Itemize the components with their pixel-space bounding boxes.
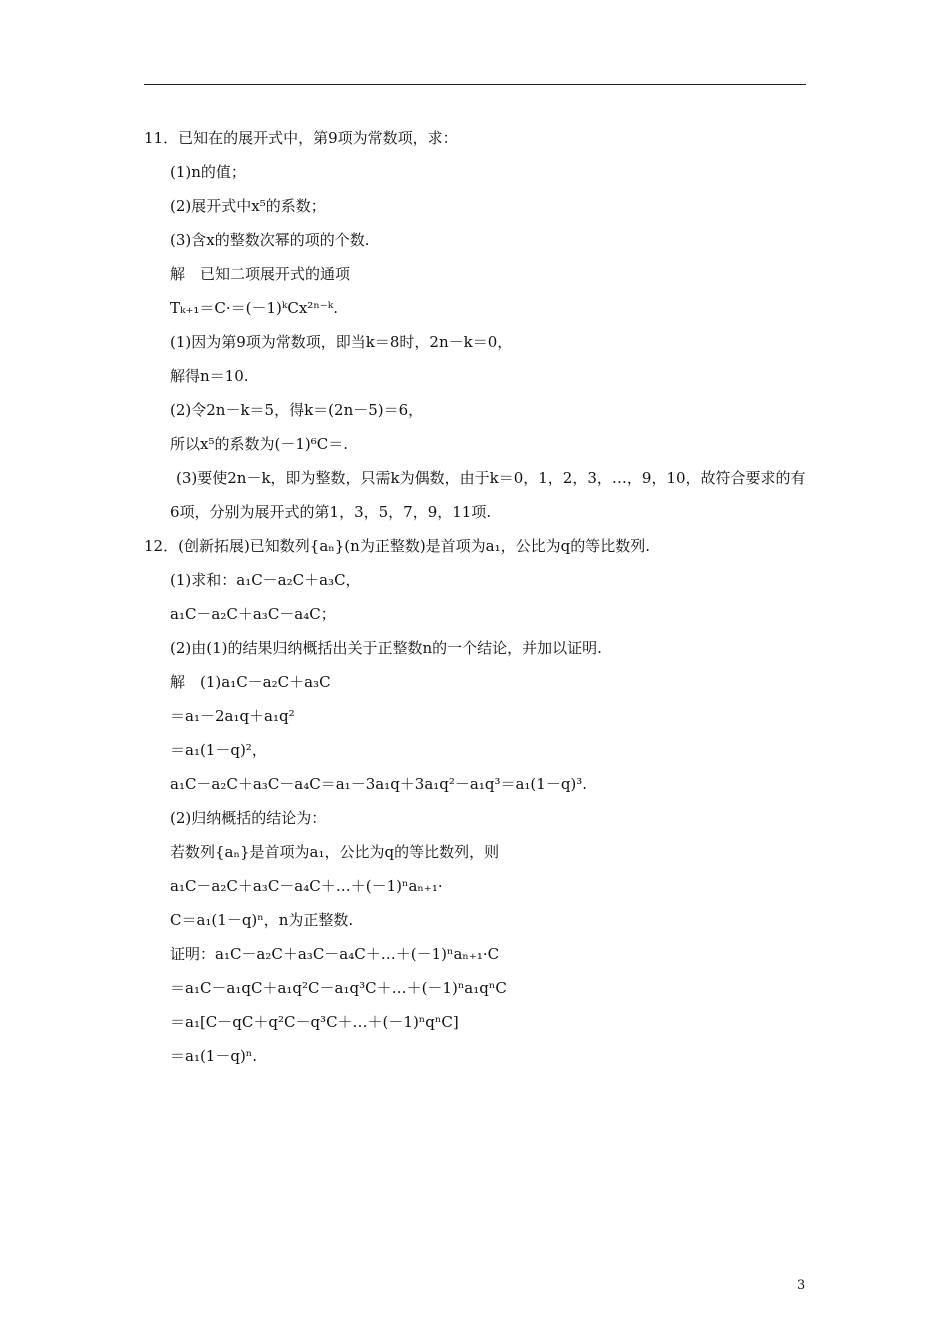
- text-line: ＝a₁C－a₁qC＋a₁q²C－a₁q³C＋…＋(－1)ⁿa₁qⁿC: [170, 979, 507, 997]
- text-line: 6项，分别为展开式的第1，3，5，7，9，11项.: [170, 503, 492, 521]
- text-line: a₁C－a₂C＋a₃C－a₄C＝a₁－3a₁q＋3a₁q²－a₁q³＝a₁(1－q)³.: [170, 775, 588, 793]
- text-line: (1)n的值；: [170, 163, 246, 181]
- text-line: 解 (1)a₁C－a₂C＋a₃C: [170, 673, 331, 691]
- text-line: 12．(创新拓展)已知数列{aₙ}(n为正整数)是首项为a₁，公比为q的等比数列.: [144, 537, 651, 555]
- text-line: 11．已知在的展开式中，第9项为常数项，求：: [144, 129, 458, 147]
- text-line: (3)要使2n－k，即为整数，只需k为偶数，由于k＝0，1，2，3，…，9，10，故符合要求的有: [176, 469, 806, 487]
- text-line: C＝a₁(1－q)ⁿ，n为正整数.: [170, 911, 354, 929]
- header-rule: [144, 84, 806, 85]
- text-line: 若数列{aₙ}是首项为a₁，公比为q的等比数列，则: [170, 843, 500, 861]
- text-line: 所以x⁵的系数为(－1)⁶C＝.: [170, 435, 348, 453]
- text-line: Tₖ₊₁＝C·＝(－1)ᵏCx²ⁿ⁻ᵏ.: [170, 299, 338, 317]
- text-line: ＝a₁(1－q)ⁿ.: [170, 1047, 258, 1065]
- text-line: 解 已知二项展开式的通项: [170, 265, 351, 283]
- text-line: (2)由(1)的结果归纳概括出关于正整数n的一个结论，并加以证明.: [170, 639, 602, 657]
- text-line: (1)因为第9项为常数项，即当k＝8时，2n－k＝0，: [170, 333, 513, 351]
- text-line: (3)含x的整数次幂的项的个数.: [170, 231, 370, 249]
- page-number: 3: [797, 1278, 806, 1293]
- text-line: a₁C－a₂C＋a₃C－a₄C；: [170, 605, 336, 623]
- text-line: (2)展开式中x⁵的系数；: [170, 197, 326, 215]
- text-line: (2)归纳概括的结论为：: [170, 809, 327, 827]
- text-line: ＝a₁[C－qC＋q²C－q³C＋…＋(－1)ⁿqⁿC]: [170, 1013, 459, 1031]
- text-line: (1)求和：a₁C－a₂C＋a₃C，: [170, 571, 361, 589]
- text-line: 证明：a₁C－a₂C＋a₃C－a₄C＋…＋(－1)ⁿaₙ₊₁·C: [170, 945, 500, 963]
- text-line: 解得n＝10.: [170, 367, 249, 385]
- text-line: (2)令2n－k＝5，得k＝(2n－5)＝6，: [170, 401, 424, 419]
- text-line: a₁C－a₂C＋a₃C－a₄C＋…＋(－1)ⁿaₙ₊₁·: [170, 877, 443, 895]
- text-line: ＝a₁(1－q)²，: [170, 741, 267, 759]
- text-line: ＝a₁－2a₁q＋a₁q²: [170, 707, 295, 725]
